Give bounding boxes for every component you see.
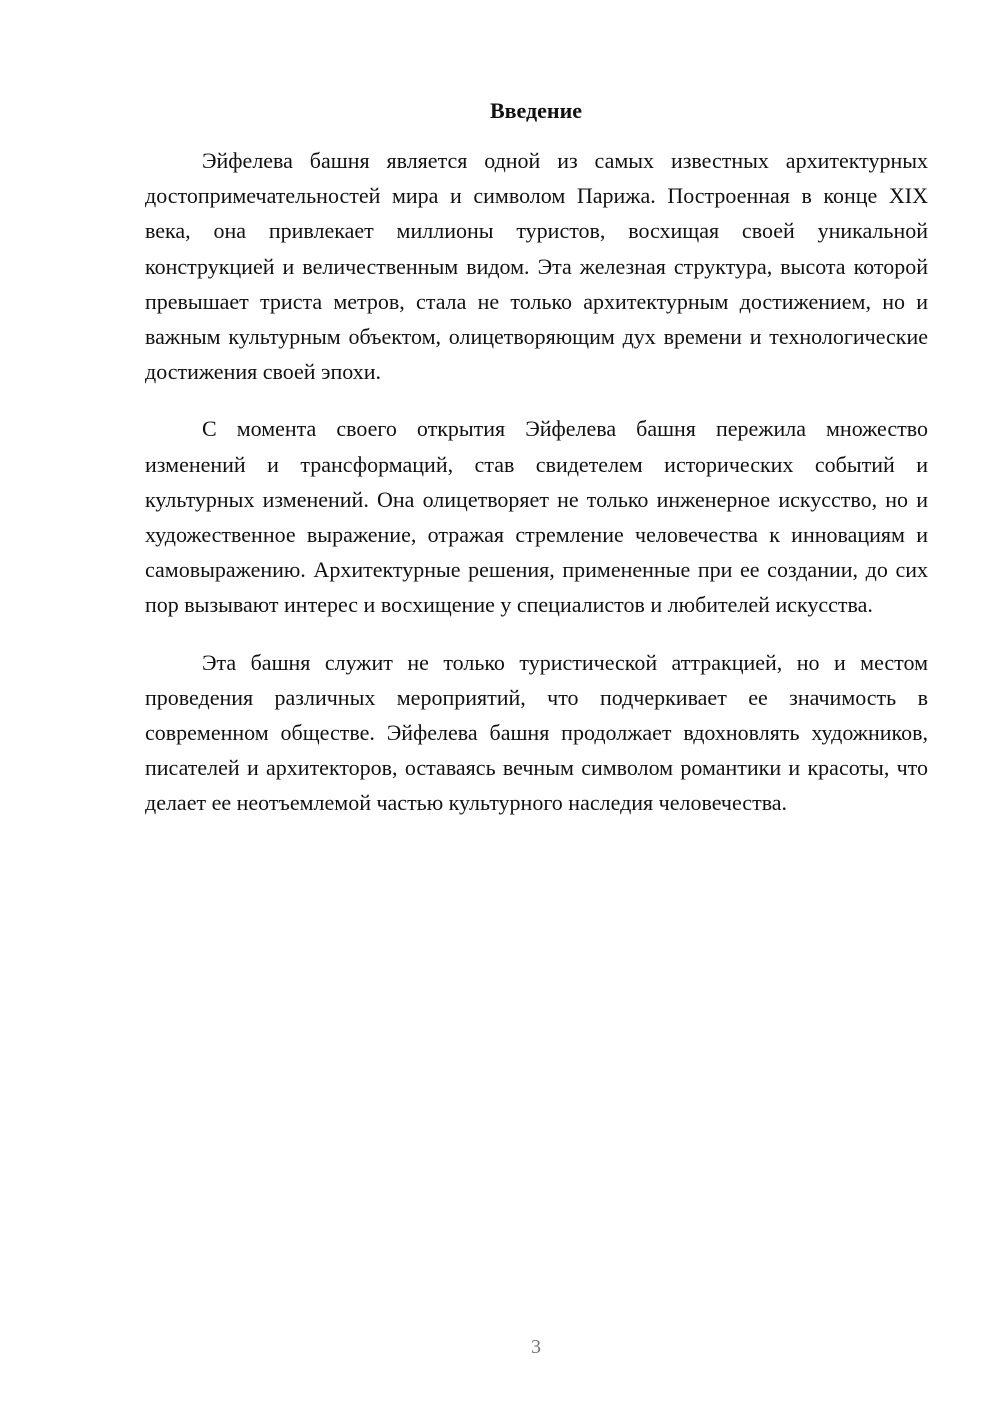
section-heading: Введение [489, 98, 583, 123]
paragraph-1: Эйфелева башня является одной из самых известных архитектурных достопримечательностей мира и символом Парижа. Построенная в конце XIX века, она привлекает миллионы туристов, восхищая своей уникальной конструкцией и величественным видом. Эта железная структура, высота которой превышает триста метров, стала не только архитектурным достижением, но и важным культурным объектом, олицетворяющим дух времени и технологические достижения своей эпохи. [145, 148, 928, 385]
paragraph-3: Эта башня служит не только туристической аттракцией, но и местом проведения различных мероприятий, что подчеркивает ее значимость в современном обществе. Эйфелева башня продолжает вдохновлять художников, писателей и архитекторов, оставаясь вечным символом романтики и красоты, что делает ее неотъемлемой частью культурного наследия человечества. [145, 649, 928, 816]
paragraph-2: С момента своего открытия Эйфелева башня пережила множество изменений и трансформаций, став свидетелем исторических событий и культурных изменений. Она олицетворяет не только инженерное искусство, но и художественное выражение, отражая стремление человечества к инновациям и самовыражению. Архитектурные решения, примененные при ее создании, до сих пор вызывают интерес и восхищение у специалистов и любителей искусства. [145, 416, 928, 618]
body-text [145, 143, 928, 843]
page-number: 3 [531, 1336, 541, 1358]
